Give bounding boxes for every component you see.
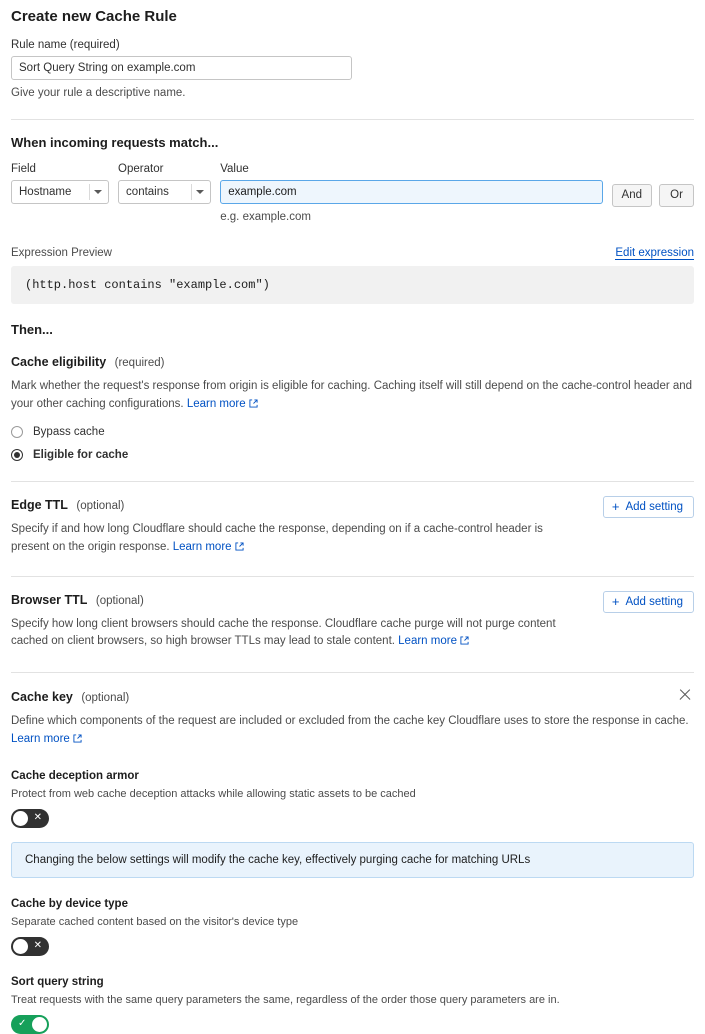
- rule-name-input[interactable]: [11, 56, 352, 80]
- field-label: Field: [11, 162, 36, 175]
- edge-ttl-optional-tag: (optional): [76, 499, 125, 512]
- close-icon[interactable]: [678, 688, 692, 702]
- edge-ttl-heading: [11, 496, 584, 514]
- field-select[interactable]: [11, 180, 109, 204]
- cache-eligibility-learn-more-link[interactable]: Learn more: [186, 398, 246, 411]
- field-column: [11, 163, 109, 204]
- device-type-toggle[interactable]: [11, 937, 49, 956]
- cache-eligibility-description-text: Mark whether the request's response from origin is eligible for caching. Caching itself will still depend on the cache-control header and your other caching configurations.: [11, 380, 693, 411]
- operator-select-value: contains: [126, 185, 169, 198]
- browser-ttl-description: [11, 616, 584, 653]
- browser-ttl-add-setting-button[interactable]: [603, 591, 694, 613]
- chevron-down-icon: [196, 190, 204, 194]
- logic-buttons: [612, 163, 694, 207]
- radio-bypass-cache-icon[interactable]: [11, 426, 23, 438]
- external-link-icon: [460, 634, 469, 652]
- browser-ttl-description-text: Specify how long client browsers should cache the response. Cloudflare cache purge will not purge content cached on client browsers, so high browser TTLs may lead to stale content.: [11, 617, 556, 648]
- edge-ttl-description-text: Specify if and how long Cloudflare should cache the response, depending on if a cache-control header is present on the origin response.: [11, 522, 543, 553]
- cache-eligibility-title: Cache eligibility: [11, 355, 107, 370]
- radio-eligible-for-cache[interactable]: [11, 449, 694, 461]
- cache-key-heading: [11, 688, 694, 706]
- browser-ttl-optional-tag: (optional): [95, 594, 144, 607]
- deception-armor-toggle[interactable]: [11, 809, 49, 828]
- browser-ttl-heading: [11, 591, 584, 609]
- match-section-title: When incoming requests match...: [11, 134, 219, 150]
- expression-preview-box: (http.host contains "example.com"): [11, 266, 694, 304]
- select-divider: [89, 184, 90, 200]
- cache-eligibility-description: [11, 378, 694, 415]
- divider: [11, 481, 694, 482]
- radio-eligible-for-cache-label: Eligible for cache: [33, 448, 129, 461]
- rule-name-label: Rule name (required): [11, 39, 120, 51]
- cache-key-description-text: Define which components of the request are included or excluded from the cache key Cloudflare uses to store the response in cache.: [11, 715, 689, 728]
- toggle-knob: [32, 1017, 47, 1032]
- cache-eligibility-required-tag: (required): [114, 357, 165, 370]
- divider: [11, 672, 694, 673]
- sort-query-string-title: Sort query string: [11, 975, 104, 988]
- external-link-icon: [73, 732, 82, 750]
- operator-select[interactable]: [118, 180, 211, 204]
- cache-eligibility-section: [11, 353, 694, 461]
- edge-ttl-title: Edge TTL: [11, 497, 68, 512]
- edge-ttl-add-setting-label: Add setting: [625, 500, 683, 513]
- operator-column: [118, 163, 211, 204]
- chevron-down-icon: [94, 190, 102, 194]
- match-row: [11, 163, 694, 226]
- rule-name-help: Give your rule a descriptive name.: [11, 87, 186, 99]
- cache-key-notice: Changing the below settings will modify the cache key, effectively purging cache for matching URLs: [11, 842, 694, 878]
- sort-query-string-description: Treat requests with the same query parameters the same, regardless of the order those query parameters are in.: [11, 993, 560, 1006]
- divider: [11, 119, 694, 120]
- browser-ttl-add-setting-label: Add setting: [625, 595, 683, 608]
- external-link-icon: [235, 540, 244, 558]
- plus-icon: +: [611, 499, 620, 515]
- device-type-title: Cache by device type: [11, 897, 128, 910]
- and-button[interactable]: And: [612, 184, 652, 207]
- edit-expression-link[interactable]: Edit expression: [615, 247, 694, 260]
- or-button[interactable]: Or: [659, 184, 694, 207]
- toggle-off-icon: ✕: [33, 940, 42, 952]
- cache-key-section: [11, 688, 694, 1034]
- value-input[interactable]: [220, 180, 602, 204]
- radio-bypass-cache[interactable]: [11, 426, 694, 438]
- cache-key-optional-tag: (optional): [81, 692, 130, 705]
- page-title: Create new Cache Rule: [11, 8, 177, 25]
- value-help: e.g. example.com: [220, 210, 311, 223]
- toggle-on-icon: ✓: [18, 1018, 27, 1030]
- sort-query-string-toggle[interactable]: [11, 1015, 49, 1034]
- deception-armor-title: Cache deception armor: [11, 769, 139, 782]
- radio-bypass-cache-label: Bypass cache: [33, 425, 105, 438]
- edge-ttl-section: [11, 496, 694, 558]
- radio-eligible-for-cache-icon[interactable]: [11, 449, 23, 461]
- toggle-knob: [13, 939, 28, 954]
- operator-label: Operator: [118, 162, 164, 175]
- rule-name-group: [11, 39, 694, 102]
- device-type-description: Separate cached content based on the visitor's device type: [11, 915, 299, 928]
- edge-ttl-description: [11, 521, 584, 558]
- divider: [11, 576, 694, 577]
- field-select-value: Hostname: [19, 185, 72, 198]
- cache-eligibility-heading: [11, 353, 694, 371]
- cache-key-title: Cache key: [11, 690, 73, 705]
- browser-ttl-section: [11, 591, 694, 653]
- toggle-off-icon: ✕: [33, 812, 42, 824]
- cache-key-learn-more-link[interactable]: Learn more: [11, 733, 70, 746]
- plus-icon: +: [611, 594, 620, 610]
- browser-ttl-learn-more-link[interactable]: Learn more: [398, 635, 457, 648]
- value-label: Value: [220, 162, 249, 175]
- expression-preview-label: Expression Preview: [11, 247, 112, 260]
- browser-ttl-title: Browser TTL: [11, 592, 88, 607]
- value-column: [220, 163, 602, 226]
- deception-armor-description: Protect from web cache deception attacks while allowing static assets to be cached: [11, 787, 416, 800]
- external-link-icon: [249, 397, 258, 415]
- cache-key-description: [11, 713, 694, 750]
- edge-ttl-add-setting-button[interactable]: [603, 496, 694, 518]
- then-section-title: Then...: [11, 322, 53, 338]
- edge-ttl-learn-more-link[interactable]: Learn more: [172, 540, 232, 553]
- expression-preview-header: [11, 247, 694, 260]
- select-divider: [191, 184, 192, 200]
- toggle-knob: [13, 811, 28, 826]
